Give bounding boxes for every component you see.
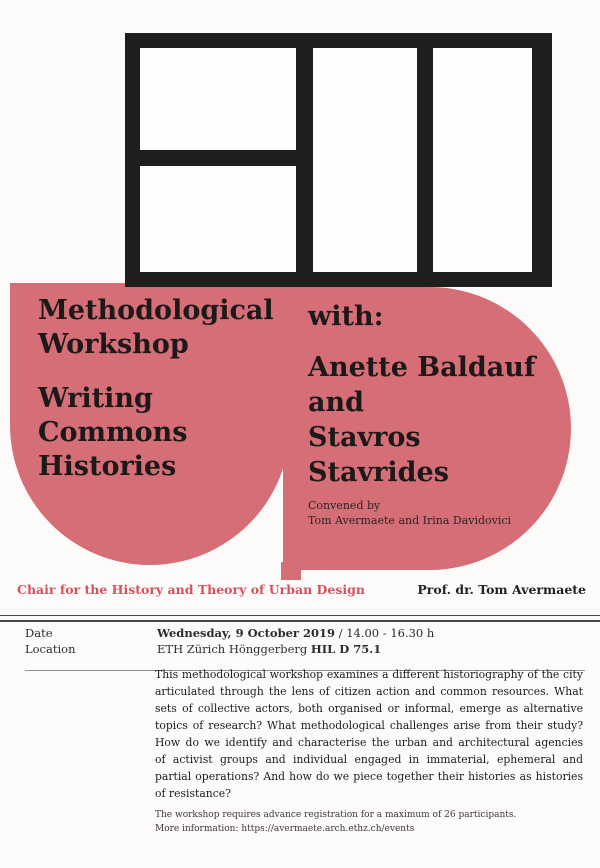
- window-grid-graphic: [125, 33, 552, 287]
- location-value: [157, 641, 434, 657]
- heading-line: Workshop: [38, 329, 189, 360]
- grid-cell-right: [433, 48, 532, 272]
- convened-by-label: Convened by: [308, 499, 381, 512]
- speaker-name-line: Stavrides: [308, 457, 449, 488]
- grid-cell-top-left: [140, 48, 296, 150]
- detail-labels: [25, 625, 76, 657]
- body-line: This methodological workshop examines a different historiography of the city: [155, 668, 583, 681]
- body-line: topics of research? What methodological challenges arise from their study?: [155, 719, 583, 732]
- body-line: partial operations? And how do we piece together their histories as histories: [155, 770, 583, 783]
- double-rule-divider: [0, 615, 600, 622]
- title-line: Histories: [38, 451, 177, 482]
- speaker-names: [308, 350, 535, 490]
- body-line: of activist groups and individual engaged in immaterial, ephemeral and: [155, 753, 583, 766]
- convened-by-block: [308, 498, 511, 528]
- chair-name: Chair for the History and Theory of Urban Design: [17, 582, 365, 597]
- grid-cell-middle: [313, 48, 417, 272]
- blob-connector-tab: [281, 562, 301, 580]
- with-label: with:: [308, 301, 384, 332]
- date-label: Date: [25, 626, 53, 640]
- date-value: [157, 625, 434, 641]
- date-value-bold: Wednesday, 9 October 2019: [157, 626, 336, 640]
- body-line: sets of collective actors, both organised or informal, emerge as alternative: [155, 702, 583, 715]
- speaker-name-line: Anette Baldauf: [308, 352, 536, 383]
- location-label: Location: [25, 642, 76, 656]
- professor-name: Prof. dr. Tom Avermaete: [417, 582, 586, 597]
- date-value-time: / 14.00 - 16.30 h: [335, 626, 435, 640]
- grid-cell-bottom-left: [140, 166, 296, 272]
- more-info-note: More information: https://avermaete.arch.ethz.ch/events: [155, 824, 415, 834]
- body-paragraph: [155, 666, 583, 802]
- body-line: articulated through the lens of citizen action and common resources. What: [155, 685, 583, 698]
- convened-by-names: Tom Avermaete and Irina Davidovici: [308, 514, 512, 527]
- detail-values: [157, 625, 434, 657]
- registration-note: The workshop requires advance registration for a maximum of 26 participants.: [155, 810, 517, 820]
- location-value-plain: ETH Zürich Hönggerberg: [157, 642, 311, 656]
- body-line: of resistance?: [155, 787, 231, 800]
- speaker-name-line: and: [308, 387, 365, 418]
- speaker-name-line: Stavros: [308, 422, 421, 453]
- title-line: Writing: [38, 383, 153, 414]
- title-line: Commons: [38, 417, 188, 448]
- body-line: How do we identify and characterise the urban and architectural agencies: [155, 736, 583, 749]
- footer-notes: [155, 808, 575, 836]
- workshop-title: [38, 382, 187, 484]
- heading-line: Methodological: [38, 295, 274, 326]
- workshop-heading: [38, 294, 274, 362]
- location-value-room: HIL D 75.1: [310, 642, 382, 656]
